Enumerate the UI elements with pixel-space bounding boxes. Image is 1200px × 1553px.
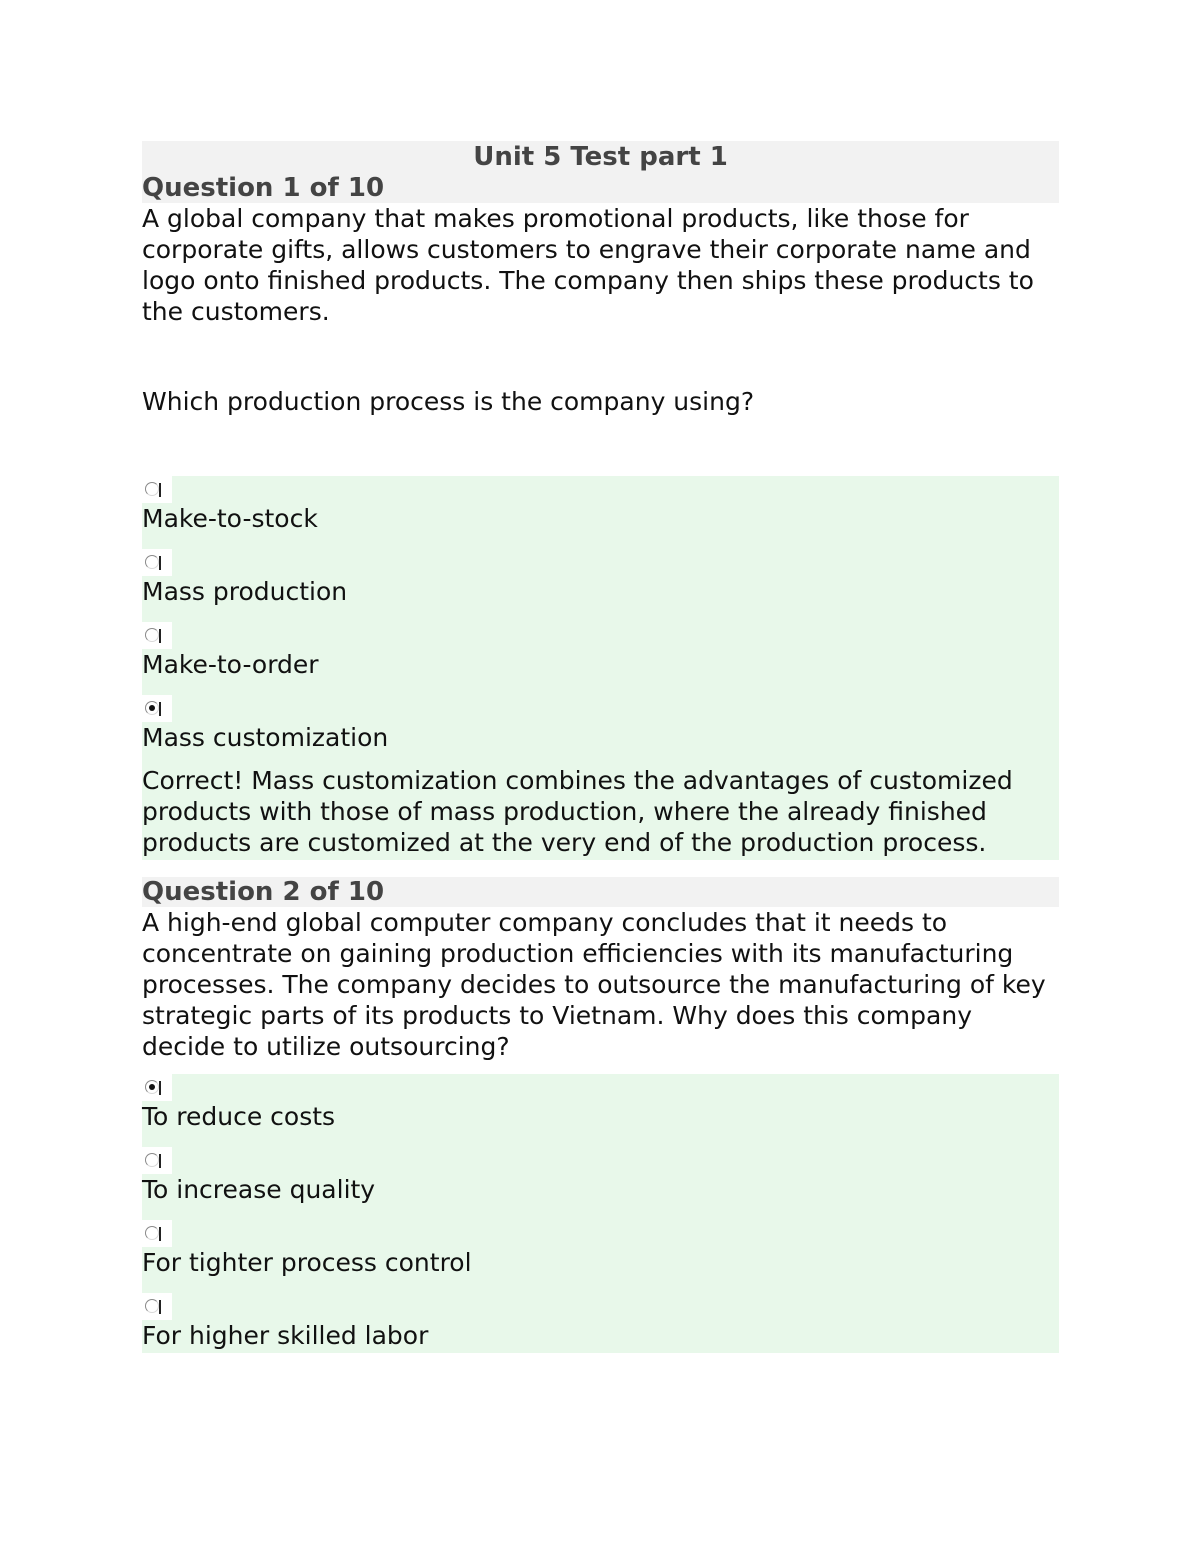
radio-unchecked-icon[interactable]: [145, 1226, 159, 1240]
option-label: Mass production: [142, 577, 348, 606]
question-2-options: [142, 1074, 1059, 1353]
question-1-prompt: Which production process is the company using?: [142, 387, 755, 416]
radio-unchecked-icon[interactable]: [145, 1299, 159, 1313]
option-higher-skilled-labor[interactable]: [142, 1293, 1059, 1351]
question-2-label: Question 2 of 10: [142, 877, 385, 907]
radio-button[interactable]: [142, 695, 172, 722]
option-make-to-order[interactable]: [142, 622, 1059, 680]
radio-unchecked-icon[interactable]: [145, 1153, 159, 1167]
radio-unchecked-icon[interactable]: [145, 482, 159, 496]
radio-button[interactable]: [142, 1074, 172, 1101]
option-label: Make-to-stock: [142, 504, 318, 533]
answer-feedback: Correct! Mass customization combines the advantages of customized products with those of mass production, where the already finished products are customized at the very end of the production process.: [142, 766, 1013, 857]
radio-button[interactable]: [142, 1220, 172, 1247]
option-increase-quality[interactable]: [142, 1147, 1059, 1205]
option-make-to-stock[interactable]: [142, 476, 1059, 534]
option-tighter-process-control[interactable]: [142, 1220, 1059, 1278]
option-label: Make-to-order: [142, 650, 319, 679]
radio-button[interactable]: [142, 549, 172, 576]
option-label: To reduce costs: [142, 1102, 336, 1131]
question-1-label: Question 1 of 10: [142, 173, 385, 203]
option-reduce-costs[interactable]: [142, 1074, 1059, 1132]
question-1-options: [142, 476, 1059, 860]
option-label: For tighter process control: [142, 1248, 472, 1277]
question-1-header: [142, 141, 1059, 203]
radio-button[interactable]: [142, 1293, 172, 1320]
document-title: Unit 5 Test part 1: [473, 142, 728, 172]
radio-button[interactable]: [142, 622, 172, 649]
radio-checked-icon[interactable]: [145, 1080, 159, 1094]
radio-button[interactable]: [142, 1147, 172, 1174]
question-2-header: [142, 877, 1059, 907]
option-label: For higher skilled labor: [142, 1321, 429, 1350]
option-label: To increase quality: [142, 1175, 376, 1204]
radio-button[interactable]: [142, 476, 172, 503]
quiz-document: [142, 141, 1059, 1353]
radio-unchecked-icon[interactable]: [145, 555, 159, 569]
question-1-text: A global company that makes promotional products, like those for corporate gifts, allows customers to engrave their corporate name and logo onto finished products. The company then ships these products to the customers.: [142, 204, 1034, 326]
radio-checked-icon[interactable]: [145, 701, 159, 715]
option-mass-customization[interactable]: [142, 695, 1059, 753]
question-2-text: A high-end global computer company concludes that it needs to concentrate on gaining production efficiencies with its manufacturing processes. The company decides to outsource the manufacturing of key strategic parts of its products to Vietnam. Why does this company decide to utilize outsourcing?: [142, 908, 1046, 1061]
option-mass-production[interactable]: [142, 549, 1059, 607]
radio-unchecked-icon[interactable]: [145, 628, 159, 642]
option-label: Mass customization: [142, 723, 389, 752]
